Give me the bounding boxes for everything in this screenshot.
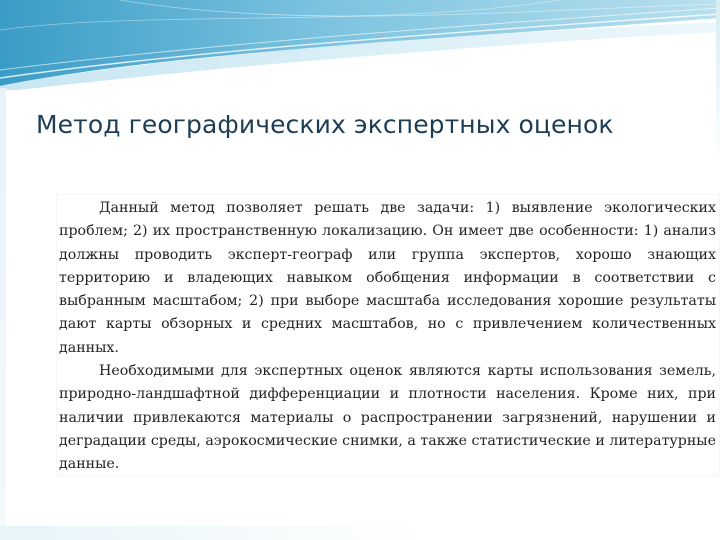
left-decoration [0, 88, 6, 540]
paragraph-2: Необходимыми для экспертных оценок являются карты использования земель, природно-ландшафтной дифференциации и плотности населения. Кроме них, при наличии привлекаются материалы о распространении загрязнений, нарушении и деградации среды, аэрокосмические снимки, а также статистические и литературные данные. [59, 363, 716, 473]
header-decoration [0, 0, 720, 90]
slide-title: Метод географических экспертных оценок [36, 110, 614, 139]
bottom-decoration [0, 526, 720, 540]
scanned-text-block [56, 194, 720, 476]
paragraph-1: Данный метод позволяет решать две задачи: 1) выявление экологических проблем; 2) их пространственную локализацию. Он имеет две особенности: 1) анализ должны проводить эксперт-географ или группа экспертов, хорошо знающих территорию и владеющих навыком обобщения информации в соответствии с выбранным масштабом; 2) при выборе масштаба исследования хорошие результаты дают карты обзорных и средних масштабов, но с привлечением количественных данных. [59, 200, 716, 356]
